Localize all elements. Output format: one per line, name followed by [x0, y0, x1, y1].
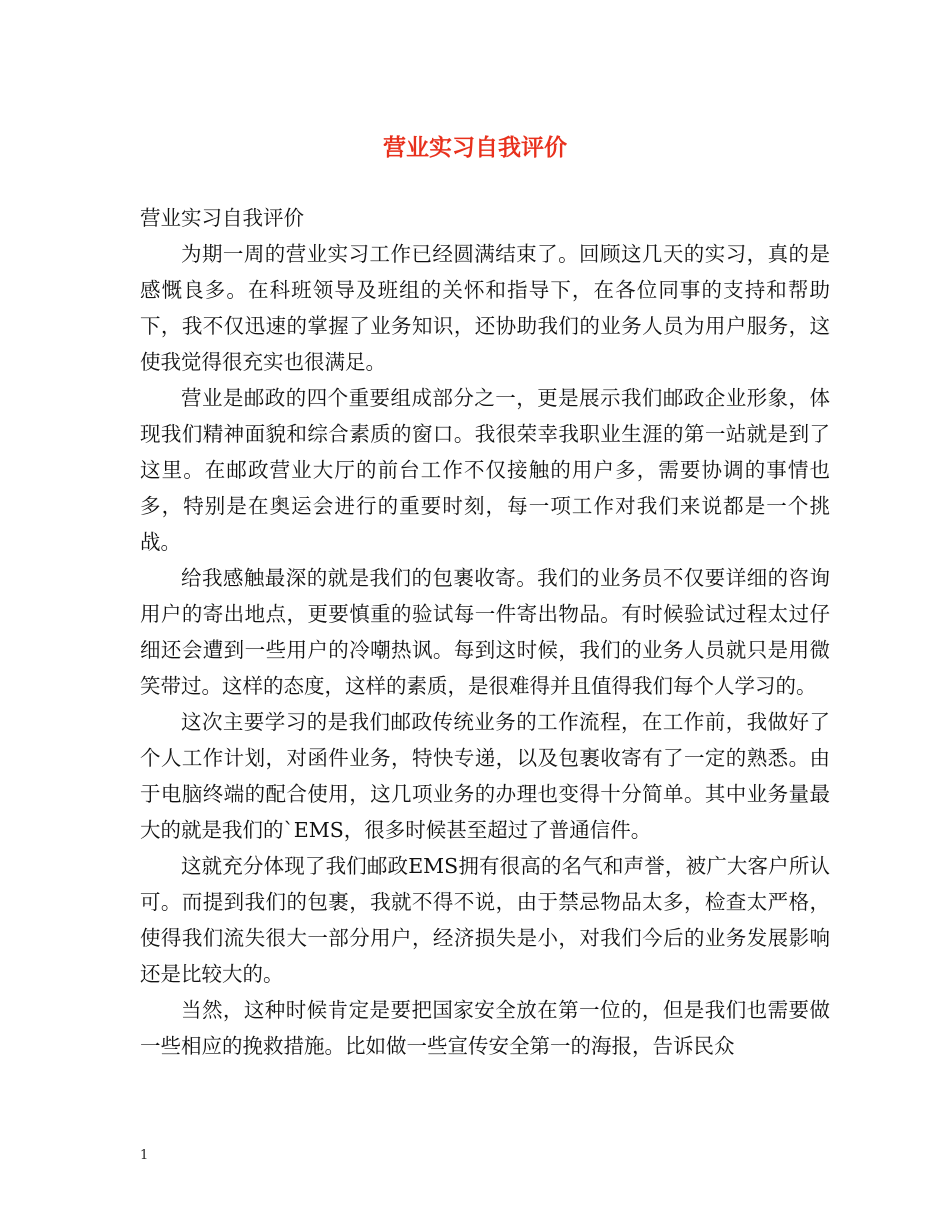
page-number: 1	[140, 1148, 149, 1163]
paragraph-2: 营业是邮政的四个重要组成部分之一，更是展示我们邮政企业形象，体现我们精神面貌和综合素质的窗口。我很荣幸我职业生涯的第一站就是到了这里。在邮政营业大厅的前台工作不仅接触的用户多，需要协调的事情也多，特别是在奥运会进行的重要时刻，每一项工作对我们来说都是一个挑战。	[140, 386, 830, 554]
document-title: 营业实习自我评价	[383, 134, 567, 161]
paragraph-4: 这次主要学习的是我们邮政传统业务的工作流程，在工作前，我做好了个人工作计划，对函件业务，特快专递，以及包裹收寄有了一定的熟悉。由于电脑终端的配合使用，这几项业务的办理也变得十分简单。其中业务量最大的就是我们的`EMS，很多时候甚至超过了普通信件。	[140, 710, 830, 842]
paragraph-6: 当然，这种时候肯定是要把国家安全放在第一位的，但是我们也需要做一些相应的挽救措施。比如做一些宣传安全第一的海报，告诉民众	[140, 998, 830, 1058]
paragraph-3: 给我感触最深的就是我们的包裹收寄。我们的业务员不仅要详细的咨询用户的寄出地点，更要慎重的验试每一件寄出物品。有时候验试过程太过仔细还会遭到一些用户的冷嘲热讽。每到这时候，我们的业务人员就只是用微笑带过。这样的态度，这样的素质，是很难得并且值得我们每个人学习的。	[140, 566, 830, 698]
document-body	[140, 200, 830, 1064]
paragraph-5: 这就充分体现了我们邮政EMS拥有很高的名气和声誉，被广大客户所认可。而提到我们的包裹，我就不得不说，由于禁忌物品太多，检查太严格，使得我们流失很大一部分用户，经济损失是小，对我们今后的业务发展影响还是比较大的。	[140, 854, 830, 986]
document-subtitle: 营业实习自我评价	[140, 206, 304, 230]
paragraph-1: 为期一周的营业实习工作已经圆满结束了。回顾这几天的实习，真的是感慨良多。在科班领导及班组的关怀和指导下，在各位同事的支持和帮助下，我不仅迅速的掌握了业务知识，还协助我们的业务人员为用户服务，这使我觉得很充实也很满足。	[140, 242, 830, 374]
